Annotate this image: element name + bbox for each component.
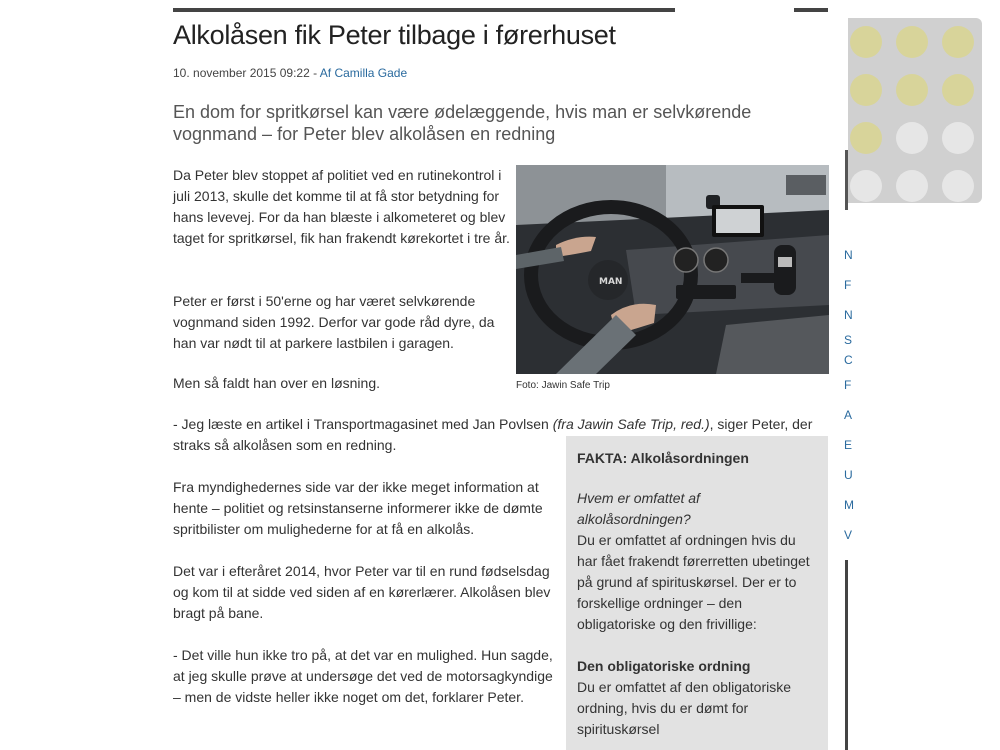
fakta-subtext: Du er omfattet af den obligatoriske ordning, hvis du er dømt for spirituskørsel [577,679,792,737]
dot-7 [850,122,882,154]
dot-6 [942,74,974,106]
dot-8 [896,122,928,154]
truck-logo: MAN [599,277,623,287]
sidebar-link[interactable]: F [844,378,852,392]
paragraph-3: Men så faldt han over en løsning. [173,375,381,391]
top-rule [173,8,675,12]
dot-9 [942,122,974,154]
dot-4 [850,74,882,106]
article-lead: En dom for spritkørsel kan være ødelæggende, hvis man er selvkørende vognmand – for Peter blev alkolåsen en redning [173,102,752,144]
fakta-title: FAKTA: Alkolåsordningen [577,450,749,466]
paragraph-6: Det var i efteråret 2014, hvor Peter var til en rund fødselsdag og kom til at sidde ved siden af en kørerlærer. Alkolåsen blev bragt på bane. [173,563,551,621]
sidebar-links [844,240,854,550]
paragraph-5: Fra myndighedernes side var der ikke meget information at hente – politiet og retsinstanserne informerer ikke de dømte spritbilister om mulighederne for at få en alkolås. [173,479,543,537]
dot-3 [942,26,974,58]
sidebar-link[interactable]: F [844,278,852,292]
paragraph-2: Peter er først i 50'erne og har været selvkørende vognmand siden 1992. Derfor var gode råd dyre, da han var nødt til at parkere lastbilen i garagen. [173,293,495,351]
sidebar-link[interactable]: S [844,333,853,347]
paragraph-4-tail: , siger Peter, der straks så alkolåsen som en redning. [173,416,813,453]
paragraph-4-aside: (fra Jawin Safe Trip, red.) [552,416,710,432]
article-meta [173,66,407,80]
loading-dots-widget [848,18,982,203]
fakta-question: Hvem er omfattet af alkolåsordningen? [577,490,700,527]
dot-5 [896,74,928,106]
fakta-answer: Du er omfattet af ordningen hvis du har fået frakendt førerretten ubetinget på grund af spirituskørsel. Der er to forskellige ordninger – den obligatoriske og den frivillige: [577,532,810,632]
truck-cab-illustration [516,165,829,374]
truck-cab-photo [516,165,829,374]
article-date: 10. november 2015 09:22 - [173,66,320,80]
sidebar-link[interactable]: U [844,468,853,482]
paragraph-1: Da Peter blev stoppet af politiet ved en rutinekontrol i juli 2013, skulle det komme til at få stor betydning for hans levevej. For da han blæste i alkometeret og blev taget for spritkørsel, fik han frakendt kørekortet i tre år. [173,167,510,246]
sidebar-link[interactable]: E [844,438,853,452]
fakta-subheading: Den obligatoriske ordning [577,658,751,674]
paragraph-4-text: - Jeg læste en artikel i Transportmagasinet med Jan Povlsen [173,416,553,432]
sidebar-link[interactable]: N [844,308,853,322]
sidebar-link[interactable]: A [844,408,853,422]
sidebar-link[interactable]: C [844,353,853,367]
dot-2 [896,26,928,58]
dot-10 [850,170,882,202]
top-rule-right [794,8,828,12]
sidebar-link[interactable]: N [844,248,853,262]
dot-1 [850,26,882,58]
paragraph-7: - Det ville hun ikke tro på, at det var en mulighed. Hun sagde, at jeg skulle prøve at undersøge det ved de motorsagkyndige – men de vidste heller ikke noget om det, forklarer Peter. [173,647,553,705]
author-link[interactable]: Af Camilla Gade [319,66,408,80]
article-title: Alkolåsen fik Peter tilbage i førerhuset [173,20,616,50]
sidebar-link[interactable]: M [844,498,854,512]
sidebar-link[interactable]: V [844,528,853,542]
photo-caption: Foto: Jawin Safe Trip [516,380,610,391]
dot-11 [896,170,928,202]
sidebar-edge-lower [845,560,848,750]
fakta-box [566,436,828,750]
dot-12 [942,170,974,202]
